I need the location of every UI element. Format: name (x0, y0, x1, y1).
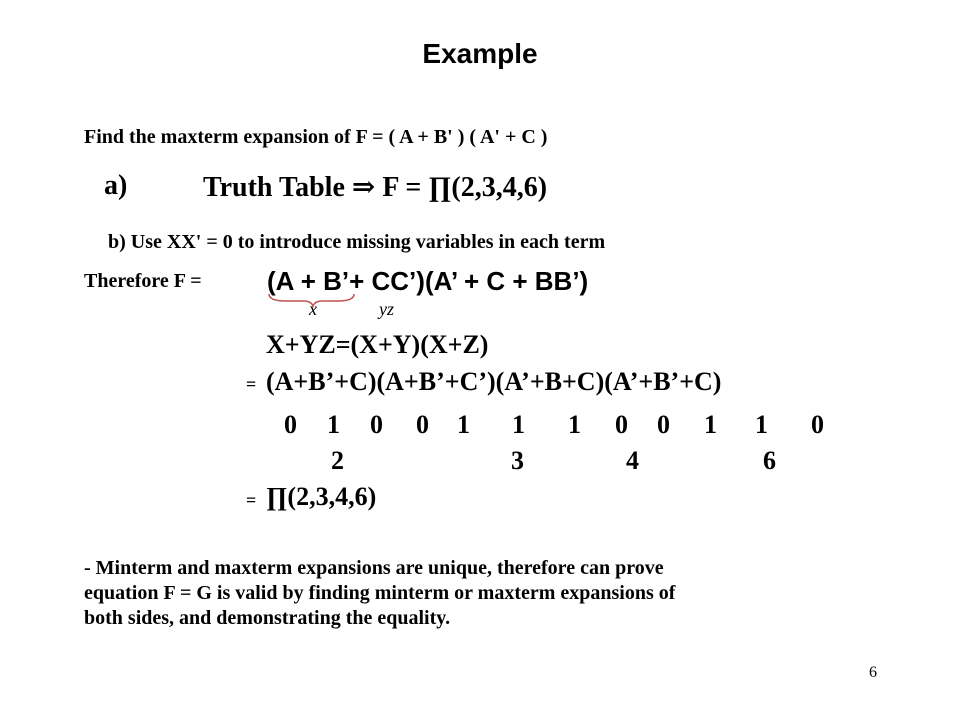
therefore-label: Therefore F = (84, 270, 202, 292)
maxterm-index: 2 (331, 446, 344, 475)
page-number: 6 (869, 664, 877, 681)
variable-label-yz: yz (379, 299, 394, 319)
note-line: both sides, and demonstrating the equality. (84, 607, 451, 629)
bit-value: 0 (416, 410, 429, 439)
bit-value: 0 (657, 410, 670, 439)
maxterm-index: 3 (511, 446, 524, 475)
maxterm-index: 6 (763, 446, 776, 475)
bit-value: 0 (615, 410, 628, 439)
expression-1: (A + B’+ CC’)(A’ + C + BB’) (267, 266, 589, 296)
slide-title: Example (422, 38, 538, 69)
uniqueness-note (84, 556, 675, 631)
bit-value: 1 (568, 410, 581, 439)
note-line: - Minterm and maxterm expansions are unique, therefore can prove (84, 557, 664, 579)
variable-label-x: x (309, 299, 317, 319)
bit-value: 1 (327, 410, 340, 439)
bit-value: 1 (512, 410, 525, 439)
bit-value: 1 (457, 410, 470, 439)
final-maxterm-product: ∏(2,3,4,6) (266, 482, 377, 511)
bit-value: 1 (755, 410, 768, 439)
bit-value: 1 (704, 410, 717, 439)
equals-sign: = (246, 490, 257, 510)
problem-statement: Find the maxterm expansion of F = ( A + B' ) ( A' + C ) (84, 126, 548, 148)
bit-value: 0 (370, 410, 383, 439)
part-a-label: a) (104, 170, 128, 201)
equals-sign: = (246, 374, 257, 394)
distributive-identity: X+YZ=(X+Y)(X+Z) (266, 330, 489, 359)
maxterm-index: 4 (626, 446, 639, 475)
bit-value: 0 (284, 410, 297, 439)
part-b-text: b) Use XX' = 0 to introduce missing variables in each term (108, 231, 606, 253)
bit-value: 0 (811, 410, 824, 439)
note-line: equation F = G is valid by finding minterm or maxterm expansions of (84, 582, 676, 604)
part-a-text: Truth Table ⇒ F = ∏(2,3,4,6) (203, 172, 548, 203)
expression-2: (A+B’+C)(A+B’+C’)(A’+B+C)(A’+B’+C) (266, 367, 722, 396)
